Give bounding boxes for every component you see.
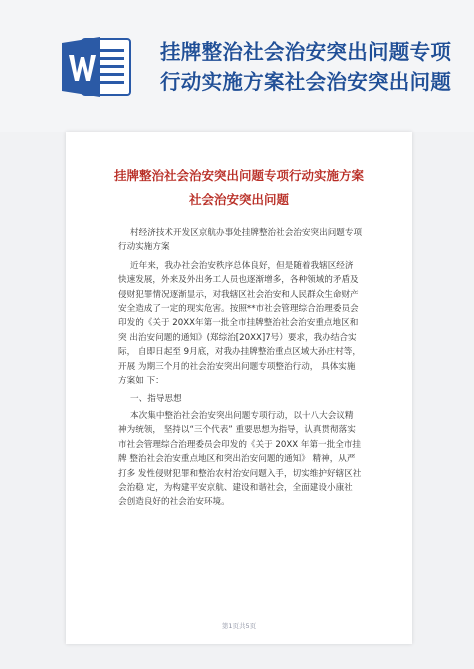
paragraph-guiding-principle: 本次集中整治社会治安突出问题专项行动，以十八大会议精 神为统领， 坚持以“三个代表” 重要思想为指导，认真贯彻落实 市社会管理综合治理委员会印发的《关于 20XX 年第一批全市挂牌 整治社会治安重点地区和突出治安问题的通知》 精神，从严打多 发性侵财犯罪和整治农村治安问题入手，切实维护好辖区社会治稳 定，为构建平安京航、建设和谐社会，全面建设小康社 会创造良好的社会治安环境。 <box>118 410 362 508</box>
paragraph-intro: 近年来，我办社会治安秩序总体良好，但是随着我辖区经济 快速发展，外来及外出务工人员也逐渐增多，各种领域的矛盾及 侵财犯罪情况逐渐显示，对我辖区社会治安和人民群众生命财产 安全造成了一定的现实危害。按照**市社会管理综合治理委员会 印发的《关于 20XX年第一批全市挂牌整治社会治安重点地区和突 出治安问题的通知》(郑综治[20XX]7号）要求，我办结合实际， 自即日起至 9月底，对我办挂牌整治重点区域大孙庄村等，开展 为期三个月的社会治安突出问题专项整治行动， 具体实施方案如 下： <box>118 260 361 387</box>
banner-title: 挂牌整治社会治安突出问题专项行动实施方案社会治安突出问题 <box>160 40 452 94</box>
document-body <box>118 226 364 514</box>
document-page <box>66 132 412 644</box>
document-title: 挂牌整治社会治安突出问题专项行动实施方案 <box>113 168 364 183</box>
word-document-icon <box>60 35 132 99</box>
page-number: 第1页共5页 <box>221 622 257 630</box>
document-subtitle: 社会治安突出问题 <box>188 192 289 207</box>
banner <box>0 0 474 132</box>
section-heading: 一、指导思想 <box>130 394 182 405</box>
paragraph-heading-line: 村经济技术开发区京航办事处挂牌整治社会治安突出问题专项行动实施方案 <box>118 228 363 253</box>
